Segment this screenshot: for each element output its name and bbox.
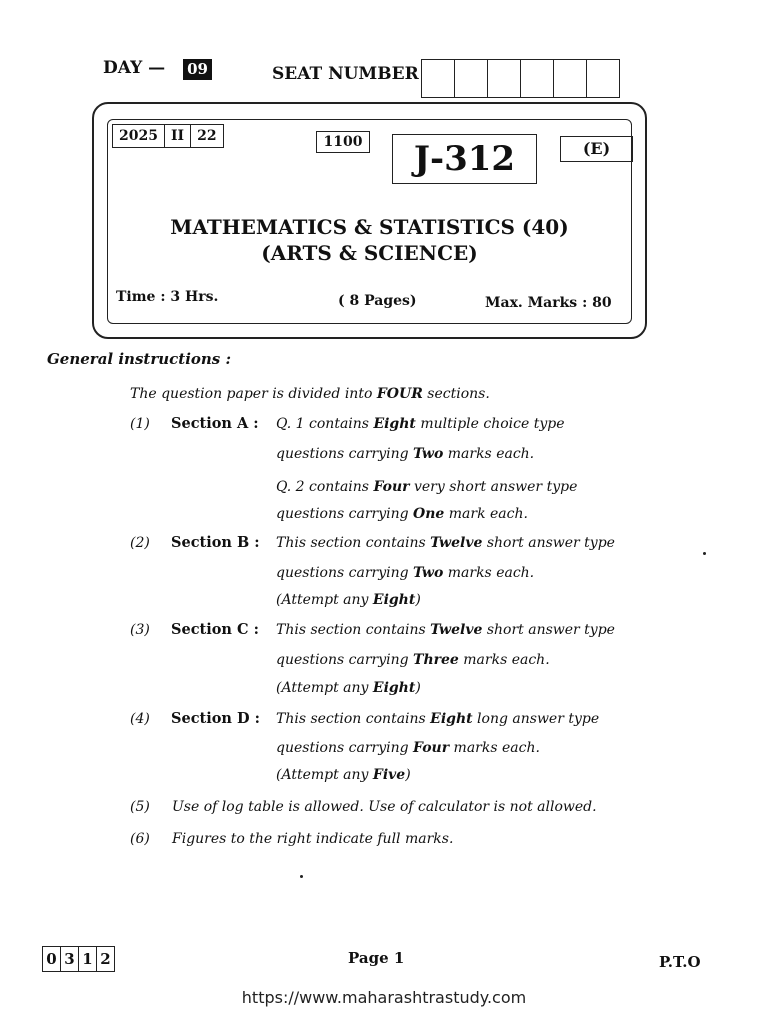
day-label: DAY — bbox=[103, 58, 166, 78]
instruction-text: marks each. bbox=[443, 446, 535, 462]
code-digit: 3 bbox=[61, 947, 79, 971]
instruction-line bbox=[276, 680, 421, 696]
instruction-text: marks each. bbox=[443, 565, 535, 581]
max-marks-label: Max. Marks : 80 bbox=[485, 295, 612, 311]
instruction-text: ) bbox=[405, 767, 411, 783]
instruction-line bbox=[276, 565, 534, 581]
instruction-emphasis: Five bbox=[372, 767, 406, 783]
instruction-number: (3) bbox=[130, 622, 150, 638]
instruction-text: ) bbox=[415, 680, 421, 696]
instruction-line bbox=[172, 799, 597, 815]
term-box: II bbox=[165, 125, 191, 147]
seat-number-cell[interactable] bbox=[521, 60, 554, 97]
language-box: (E) bbox=[560, 136, 633, 162]
instruction-text: (Attempt any bbox=[276, 680, 373, 696]
pages-label: ( 8 Pages) bbox=[338, 293, 417, 309]
seat-number-cell[interactable] bbox=[554, 60, 587, 97]
instruction-number: (2) bbox=[130, 535, 150, 551]
instruction-emphasis: Twelve bbox=[430, 622, 483, 638]
instructions-heading: General instructions : bbox=[47, 350, 232, 368]
instruction-number: (4) bbox=[130, 711, 150, 727]
instruction-number: (6) bbox=[130, 831, 150, 847]
source-url[interactable]: https://www.maharashtrastudy.com bbox=[241, 988, 527, 1007]
instruction-emphasis: One bbox=[413, 506, 445, 522]
section-label: Section D : bbox=[171, 710, 260, 727]
instruction-emphasis: Twelve bbox=[430, 535, 483, 551]
instruction-line bbox=[276, 479, 577, 495]
time-label: Time : 3 Hrs. bbox=[116, 289, 219, 305]
seat-number-label: SEAT NUMBER bbox=[272, 64, 419, 84]
instruction-line bbox=[276, 592, 421, 608]
instruction-emphasis: Two bbox=[413, 446, 444, 462]
number-box: 22 bbox=[197, 128, 217, 144]
instruction-text: This section contains bbox=[276, 622, 431, 638]
instruction-text: (Attempt any bbox=[276, 767, 373, 783]
instruction-emphasis: Eight bbox=[373, 416, 416, 432]
instruction-text: (Attempt any bbox=[276, 592, 373, 608]
section-label: Section B : bbox=[171, 534, 260, 551]
instruction-line bbox=[276, 446, 534, 462]
instruction-line bbox=[276, 416, 565, 432]
instruction-text: long answer type bbox=[472, 711, 600, 727]
serial-box: 1100 bbox=[316, 131, 370, 153]
seat-number-cell[interactable] bbox=[455, 60, 488, 97]
instruction-text: very short answer type bbox=[409, 479, 578, 495]
instruction-text: This section contains bbox=[276, 711, 431, 727]
instruction-emphasis: Two bbox=[413, 565, 444, 581]
instruction-line bbox=[276, 740, 540, 756]
instruction-number: (1) bbox=[130, 416, 150, 432]
section-label: Section C : bbox=[171, 621, 259, 638]
instruction-text: questions carrying bbox=[276, 446, 414, 462]
day-number: 09 bbox=[183, 59, 212, 80]
intro-text: The question paper is divided into bbox=[130, 386, 377, 402]
instruction-line bbox=[276, 535, 615, 551]
instruction-text: Q. 2 contains bbox=[276, 479, 374, 495]
title-stream: (ARTS & SCIENCE) bbox=[261, 241, 478, 265]
year-box: 2025 bbox=[113, 125, 165, 147]
exam-code-boxes bbox=[112, 124, 224, 148]
instruction-text: short answer type bbox=[482, 535, 615, 551]
paper-code: J-312 bbox=[392, 134, 537, 184]
paper-title bbox=[107, 214, 632, 266]
section-label: Section A : bbox=[171, 415, 259, 432]
instruction-text: This section contains bbox=[276, 535, 431, 551]
instruction-emphasis: Eight bbox=[430, 711, 473, 727]
instruction-text: Use of log table is allowed. Use of calculator is not allowed. bbox=[172, 799, 597, 815]
instruction-text: Q. 1 contains bbox=[276, 416, 374, 432]
seat-number-cell[interactable] bbox=[587, 60, 619, 97]
scan-speck bbox=[300, 875, 303, 878]
instruction-emphasis: Four bbox=[373, 479, 410, 495]
instruction-line bbox=[276, 622, 615, 638]
code-digit: 2 bbox=[100, 950, 111, 968]
instruction-text: multiple choice type bbox=[415, 416, 565, 432]
title-subject: MATHEMATICS & STATISTICS (40) bbox=[170, 215, 569, 239]
seat-number-boxes bbox=[421, 59, 620, 98]
instruction-text: ) bbox=[415, 592, 421, 608]
instruction-text: Figures to the right indicate full marks. bbox=[172, 831, 454, 847]
seat-number-cell[interactable] bbox=[488, 60, 521, 97]
instruction-text: marks each. bbox=[449, 740, 540, 756]
instruction-emphasis: Three bbox=[413, 652, 459, 668]
instruction-line bbox=[172, 831, 453, 847]
instruction-emphasis: Eight bbox=[372, 592, 416, 608]
scan-speck bbox=[703, 552, 706, 555]
instruction-emphasis: Eight bbox=[372, 680, 416, 696]
instruction-line bbox=[276, 711, 599, 727]
instruction-number: (5) bbox=[130, 799, 150, 815]
pto-label: P.T.O bbox=[659, 953, 701, 971]
page-number: Page 1 bbox=[348, 949, 405, 967]
instruction-line bbox=[276, 767, 411, 783]
instruction-text: mark each. bbox=[444, 506, 528, 522]
instruction-line bbox=[276, 652, 550, 668]
instruction-text: marks each. bbox=[458, 652, 550, 668]
code-digit: 1 bbox=[79, 947, 97, 971]
intro-text-end: sections. bbox=[422, 386, 490, 402]
seat-number-cell[interactable] bbox=[422, 60, 455, 97]
paper-code-footer-boxes bbox=[42, 946, 115, 972]
instruction-text: questions carrying bbox=[276, 652, 414, 668]
intro-emphasis: FOUR bbox=[376, 386, 423, 402]
code-digit: 0 bbox=[43, 947, 61, 971]
instructions-intro bbox=[130, 386, 490, 402]
instruction-text: questions carrying bbox=[276, 565, 414, 581]
instruction-line bbox=[276, 506, 528, 522]
instruction-text: questions carrying bbox=[276, 506, 414, 522]
instruction-text: questions carrying bbox=[276, 740, 414, 756]
instruction-emphasis: Four bbox=[413, 740, 450, 756]
instruction-text: short answer type bbox=[482, 622, 615, 638]
